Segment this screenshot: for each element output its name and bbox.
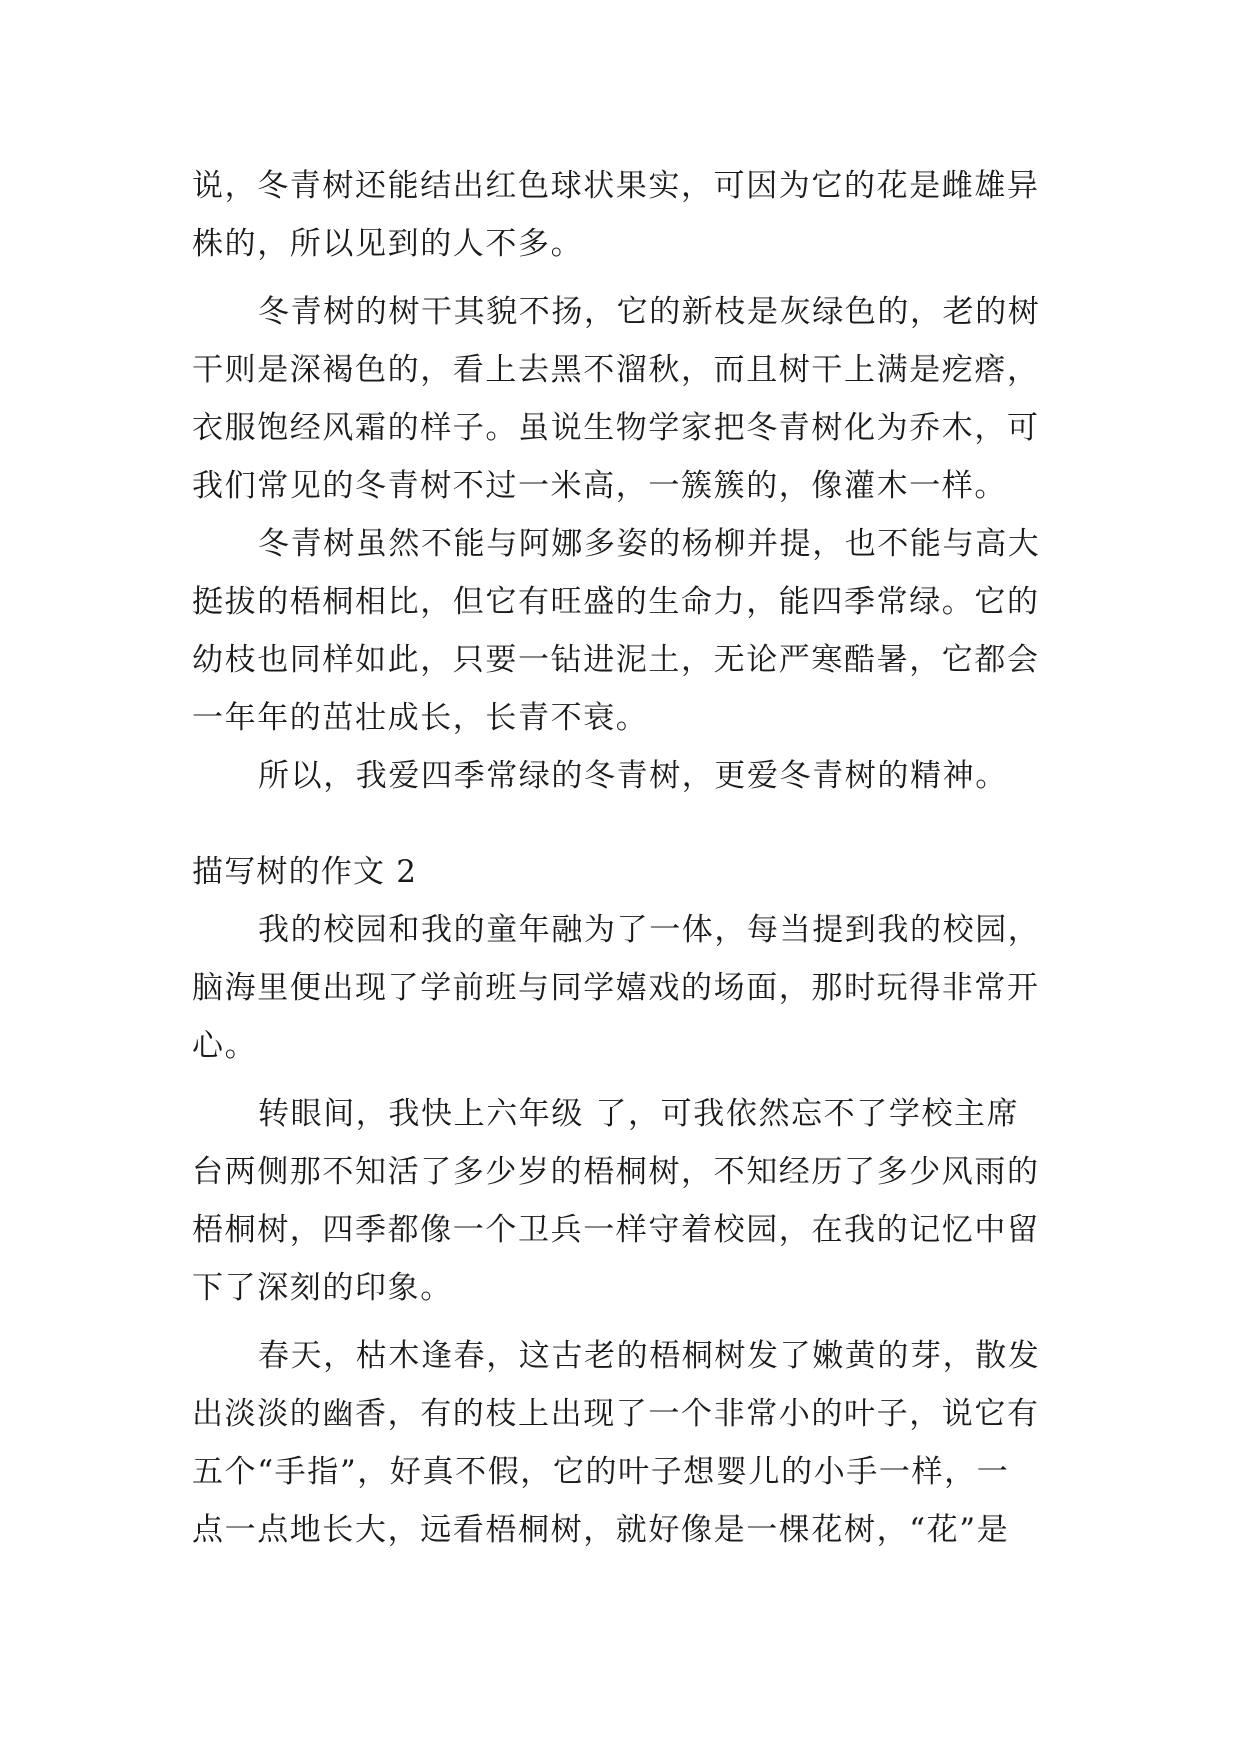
text-line: 我们常见的冬青树不过一米高，一簇簇的，像灌木一样。 [192,468,1007,504]
text-line: 冬青树的树干其貌不扬，它的新枝是灰绿色的，老的树 [258,294,1041,330]
text-line: 一年年的茁壮成长，长青不衰。 [192,700,649,736]
text-line: 株的，所以见到的人不多。 [192,226,584,262]
document-body [192,157,1060,1559]
text-line: 五个“手指”，好真不假，它的叶子想婴儿的小手一样，一 [192,1454,1010,1490]
text-line: 出淡淡的幽香，有的枝上出现了一个非常小的叶子，说它有 [192,1396,1040,1432]
text-line: 点一点地长大，远看梧桐树，就好像是一棵花树，“花”是 [192,1512,1010,1548]
text-line: 梧桐树，四季都像一个卫兵一样守着校园，在我的记忆中留 [192,1212,1040,1248]
paragraph-trunk [192,283,1060,515]
text-line: 所以，我爱四季常绿的冬青树，更爱冬青树的精神。 [258,758,1008,794]
text-line: 台两侧那不知活了多少岁的梧桐树，不知经历了多少风雨的 [192,1154,1040,1190]
text-line: 幼枝也同样如此，只要一钻进泥土，无论严寒酷暑，它都会 [192,642,1040,678]
text-line: 干则是深褐色的，看上去黑不溜秋，而且树干上满是疙瘩， [192,352,1040,388]
text-line: 冬青树虽然不能与阿娜多姿的杨柳并提，也不能与高大 [258,526,1041,562]
paragraph-spring [192,1327,1060,1559]
paragraph-campus [192,901,1060,1075]
text-line: 脑海里便出现了学前班与同学嬉戏的场面，那时玩得非常开 [192,970,1040,1006]
paragraph-wutong [192,1085,1060,1317]
text-line: 春天，枯木逢春，这古老的梧桐树发了嫩黄的芽，散发 [258,1338,1041,1374]
text-line: 心。 [192,1028,258,1064]
paragraph-vitality [192,515,1060,747]
text-line: 下了深刻的印象。 [192,1270,453,1306]
essay-title: 描写树的作文 2 [192,854,418,890]
text-line: 说，冬青树还能结出红色球状果实，可因为它的花是雌雄异 [192,168,1040,204]
paragraph-conclusion [192,747,1060,805]
text-line: 转眼间，我快上六年级 了，可我依然忘不了学校主席 [258,1096,1020,1132]
text-line: 我的校园和我的童年融为了一体，每当提到我的校园， [258,912,1041,948]
text-line: 挺拔的梧桐相比，但它有旺盛的生命力，能四季常绿。它的 [192,584,1040,620]
paragraph-fruit-continuation [192,157,1060,273]
text-line: 衣服饱经风霜的样子。虽说生物学家把冬青树化为乔木，可 [192,410,1040,446]
